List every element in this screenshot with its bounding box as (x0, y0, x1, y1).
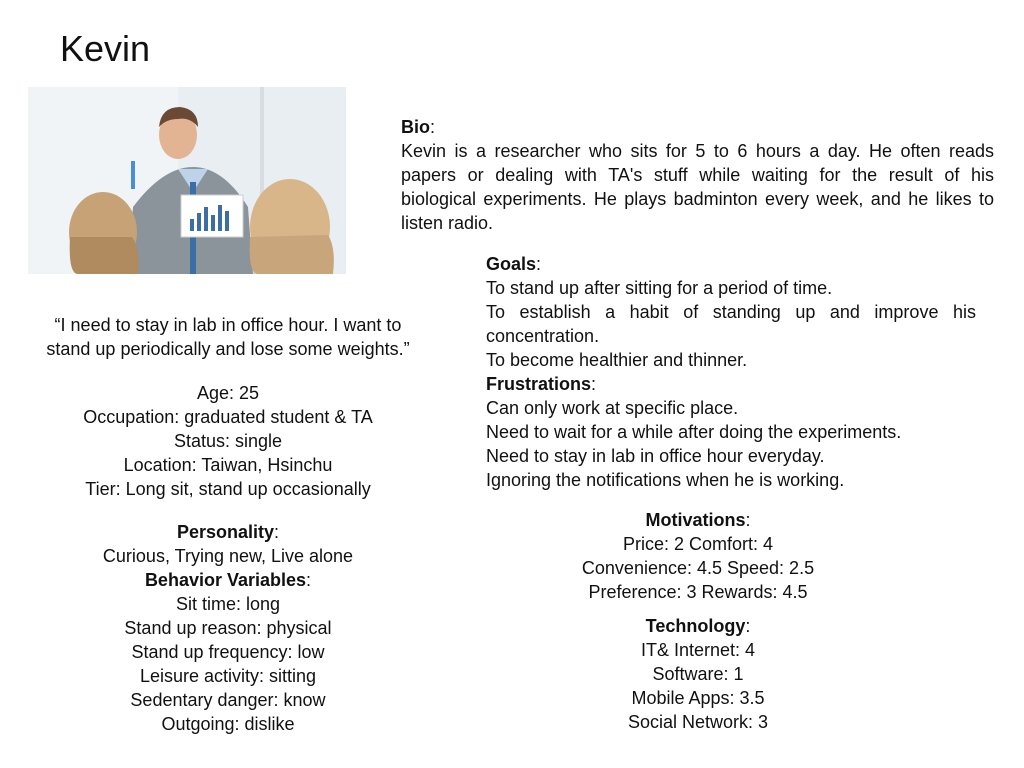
technology-row: Software: 1 (652, 664, 744, 684)
technology-section: Technology: IT& Internet: 4 Software: 1 Mobile Apps: 3.5 Social Network: 3 (548, 614, 848, 734)
motivations-section: Motivations: Price: 2 Comfort: 4 Convenience: 4.5 Speed: 2.5 Preference: 3 Rewards: 4.5 (548, 508, 848, 604)
persona-name: Kevin (60, 28, 151, 69)
bio-text: Kevin is a researcher who sits for 5 to 6 hours a day. He often reads papers or dealing with TA's stuff while waiting for the result of his biological experiments. He plays badminton every week, and he likes to listen radio. (401, 141, 994, 233)
motivation-row: Price: 2 Comfort: 4 (622, 534, 774, 554)
quote-line: stand up periodically and lose some weights.” (46, 339, 410, 359)
frustration-item: Can only work at specific place. (486, 398, 739, 418)
classroom-photo (28, 87, 346, 274)
behavior-item: Outgoing: dislike (161, 714, 295, 734)
status-field: Status: single (173, 431, 283, 451)
motivation-row: Preference: 3 Rewards: 4.5 (588, 582, 808, 602)
bio-label: Bio (401, 117, 430, 137)
personality-text: Curious, Trying new, Live alone (102, 546, 354, 566)
behavior-item: Stand up frequency: low (131, 642, 325, 662)
personality-label: Personality (176, 522, 275, 542)
location-field: Location: Taiwan, Hsinchu (123, 455, 333, 475)
motivations-label: Motivations (645, 510, 746, 530)
frustration-item: Need to wait for a while after doing the experiments. (486, 422, 902, 442)
technology-label: Technology (645, 616, 746, 636)
tier-field: Tier: Long sit, stand up occasionally (85, 479, 371, 499)
technology-row: Social Network: 3 (627, 712, 769, 732)
bio-section: Bio: Kevin is a researcher who sits for 5 to 6 hours a day. He often reads papers or dealing with TA's stuff while waiting for the result of his biological experiments. He plays badminton every week, and he likes to listen radio. (401, 117, 994, 233)
goal-item: To become healthier and thinner. (486, 350, 748, 370)
behavior-item: Leisure activity: sitting (139, 666, 317, 686)
personality-section: Personality: Curious, Trying new, Live alone Behavior Variables: Sit time: long Stand up reason: physical Stand up frequency: low Leisure activity: sitting Sedentary danger: know Outgoing: dislike (28, 520, 428, 736)
technology-row: Mobile Apps: 3.5 (631, 688, 765, 708)
technology-row: IT& Internet: 4 (640, 640, 756, 660)
demographics-section (28, 381, 428, 501)
goal-item: To stand up after sitting for a period of time. (486, 278, 833, 298)
persona-quote (10, 313, 446, 361)
goals-label: Goals (486, 254, 537, 274)
occupation-field: Occupation: graduated student & TA (83, 407, 373, 427)
frustration-item: Need to stay in lab in office hour everyday. (486, 446, 825, 466)
frustrations-label: Frustrations (486, 374, 592, 394)
age-field: Age: 25 (196, 383, 260, 403)
behavior-item: Stand up reason: physical (124, 618, 332, 638)
frustration-item: Ignoring the notifications when he is working. (486, 470, 845, 490)
behavior-item: Sedentary danger: know (130, 690, 326, 710)
motivation-row: Convenience: 4.5 Speed: 2.5 (581, 558, 815, 578)
quote-line: “I need to stay in lab in office hour. I want to (54, 315, 402, 335)
behavior-label: Behavior Variables (144, 570, 307, 590)
goal-item: To establish a habit of standing up and improve his concentration. (486, 302, 976, 346)
persona-photo (28, 87, 346, 274)
behavior-item: Sit time: long (175, 594, 281, 614)
goals-section: Goals: To stand up after sitting for a period of time. To establish a habit of standing up and improve his concentration. To become healthier and thinner. Frustrations: Can only work at specific place. Need to wait for a while after doing the experiments. Need to stay in lab in office hour everyday. Ignoring the notifications when he is working. (486, 254, 976, 490)
